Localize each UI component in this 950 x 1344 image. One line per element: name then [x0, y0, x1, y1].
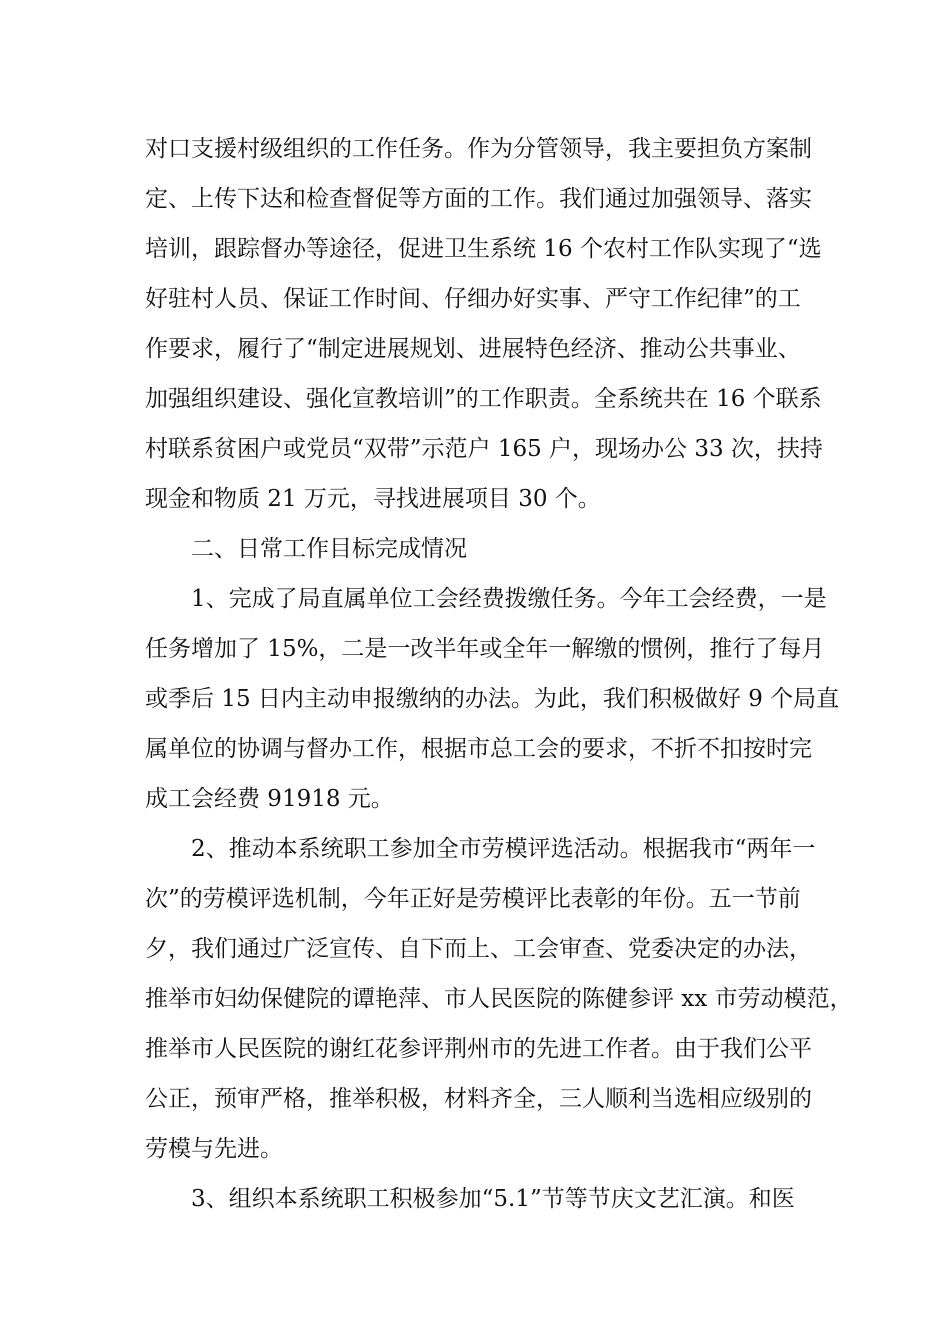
paragraph-1-line-3: 培训，跟踪督办等途径，促进卫生系统 16 个农村工作队实现了“选 [145, 236, 822, 262]
paragraph-1-line-8: 现金和物质 21 万元，寻找进展项目 30 个。 [145, 486, 601, 512]
paragraph-1-line-5: 作要求，履行了“制定进展规划、进展特色经济、推动公共事业、 [145, 336, 801, 362]
paragraph-1-line-4: 好驻村人员、保证工作时间、仔细办好实事、严守工作纪律”的工 [145, 286, 801, 312]
item-2-line-3: 夕，我们通过广泛宣传、自下而上、工会审查、党委决定的办法， [145, 936, 812, 962]
item-2-line-4: 推举市妇幼保健院的谭艳萍、市人民医院的陈健参评 xx 市劳动模范， [145, 986, 853, 1012]
item-1-line-5: 成工会经费 91918 元。 [145, 786, 394, 812]
item-2-line-6: 公正，预审严格，推举积极，材料齐全，三人顺利当选相应级别的 [145, 1086, 812, 1112]
item-1-line-1: 1、完成了局直属单位工会经费拨缴任务。今年工会经费，一是 [191, 586, 827, 612]
item-2-line-2: 次”的劳模评选机制，今年正好是劳模评比表彰的年份。五一节前 [145, 886, 801, 912]
paragraph-1-line-2: 定、上传下达和检查督促等方面的工作。我们通过加强领导、落实 [145, 186, 812, 212]
paragraph-1-line-7: 村联系贫困户或党员“双带”示范户 165 户，现场办公 33 次，扶持 [145, 436, 823, 462]
section-heading: 二、日常工作目标完成情况 [191, 536, 467, 562]
item-1-line-3: 或季后 15 日内主动申报缴纳的办法。为此，我们积极做好 9 个局直 [145, 686, 840, 712]
item-3-line-1: 3、组织本系统职工积极参加“5.1”节等节庆文艺汇演。和医 [191, 1186, 795, 1212]
item-2-line-7: 劳模与先进。 [145, 1136, 283, 1162]
item-2-line-1: 2、推动本系统职工参加全市劳模评选活动。根据我市“两年一 [191, 836, 816, 862]
item-2-line-5: 推举市人民医院的谢红花参评荆州市的先进工作者。由于我们公平 [145, 1036, 812, 1062]
item-1-line-2: 任务增加了 15%，二是一改半年或全年一解缴的惯例，推行了每月 [145, 636, 825, 662]
item-1-line-4: 属单位的协调与督办工作，根据市总工会的要求，不折不扣按时完 [145, 736, 812, 762]
paragraph-1-line-6: 加强组织建设、强化宣教培训”的工作职责。全系统共在 16 个联系 [145, 386, 822, 412]
paragraph-1-line-1: 对口支援村级组织的工作任务。作为分管领导，我主要担负方案制 [145, 136, 812, 162]
